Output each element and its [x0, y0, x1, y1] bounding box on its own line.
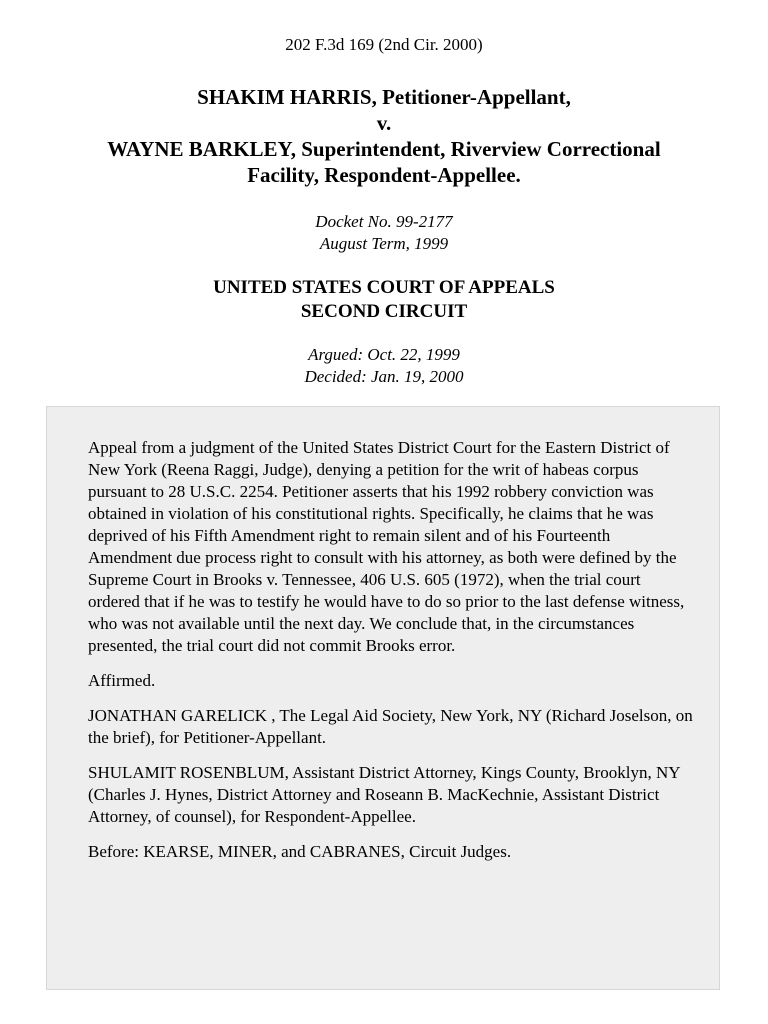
summary-paragraph-counsel-petitioner: JONATHAN GARELICK , The Legal Aid Society, New York, NY (Richard Joselson, on the brief), for Petitioner-Appellant.	[88, 706, 693, 747]
petitioner-line: SHAKIM HARRIS, Petitioner-Appellant,	[197, 85, 571, 109]
case-dates	[0, 344, 768, 388]
summary-paragraph-disposition: Affirmed.	[88, 671, 156, 690]
decided-date: Decided: Jan. 19, 2000	[304, 367, 464, 386]
summary-paragraph-counsel-respondent: SHULAMIT ROSENBLUM, Assistant District Attorney, Kings County, Brooklyn, NY (Charles J. Hynes, District Attorney and Roseann B. MacKechnie, Assistant District Attorney, of counsel), for Respondent-Appellee.	[88, 763, 680, 826]
docket-info	[0, 211, 768, 255]
court-name-line2: SECOND CIRCUIT	[300, 301, 468, 322]
case-parties	[0, 84, 768, 188]
argued-date: Argued: Oct. 22, 1999	[308, 345, 460, 364]
summary-paragraph-appeal: Appeal from a judgment of the United States District Court for the Eastern District of New York (Reena Raggi, Judge), denying a petition for the writ of habeas corpus pursuant to 28 U.S.C. 2254. Petitioner asserts that his 1992 robbery conviction was obtained in violation of his constitutional rights. Specifically, he claims that he was deprived of his Fifth Amendment right to remain silent and of his Fourteenth Amendment due process right to consult with his attorney, as both were defined by the Supreme Court in Brooks v. Tennessee, 406 U.S. 605 (1972), when the trial court ordered that if he was to testify he would have to do so prior to the last defense witness, who was not available until the next day. We conclude that, in the circumstances presented, the trial court did not commit Brooks error.	[88, 438, 685, 655]
respondent-line-cont: Facility, Respondent-Appellee.	[247, 163, 521, 187]
case-citation: 202 F.3d 169 (2nd Cir. 2000)	[285, 35, 483, 54]
docket-number: Docket No. 99-2177	[315, 212, 453, 231]
court-name	[0, 276, 768, 324]
versus-line: v.	[376, 111, 392, 135]
summary-content	[88, 437, 694, 876]
court-name-line1: UNITED STATES COURT OF APPEALS	[213, 277, 555, 298]
summary-paragraph-panel: Before: KEARSE, MINER, and CABRANES, Circuit Judges.	[88, 842, 512, 861]
docket-term: August Term, 1999	[319, 234, 449, 253]
summary-panel	[46, 406, 720, 990]
respondent-line: WAYNE BARKLEY, Superintendent, Riverview Correctional	[107, 137, 661, 161]
